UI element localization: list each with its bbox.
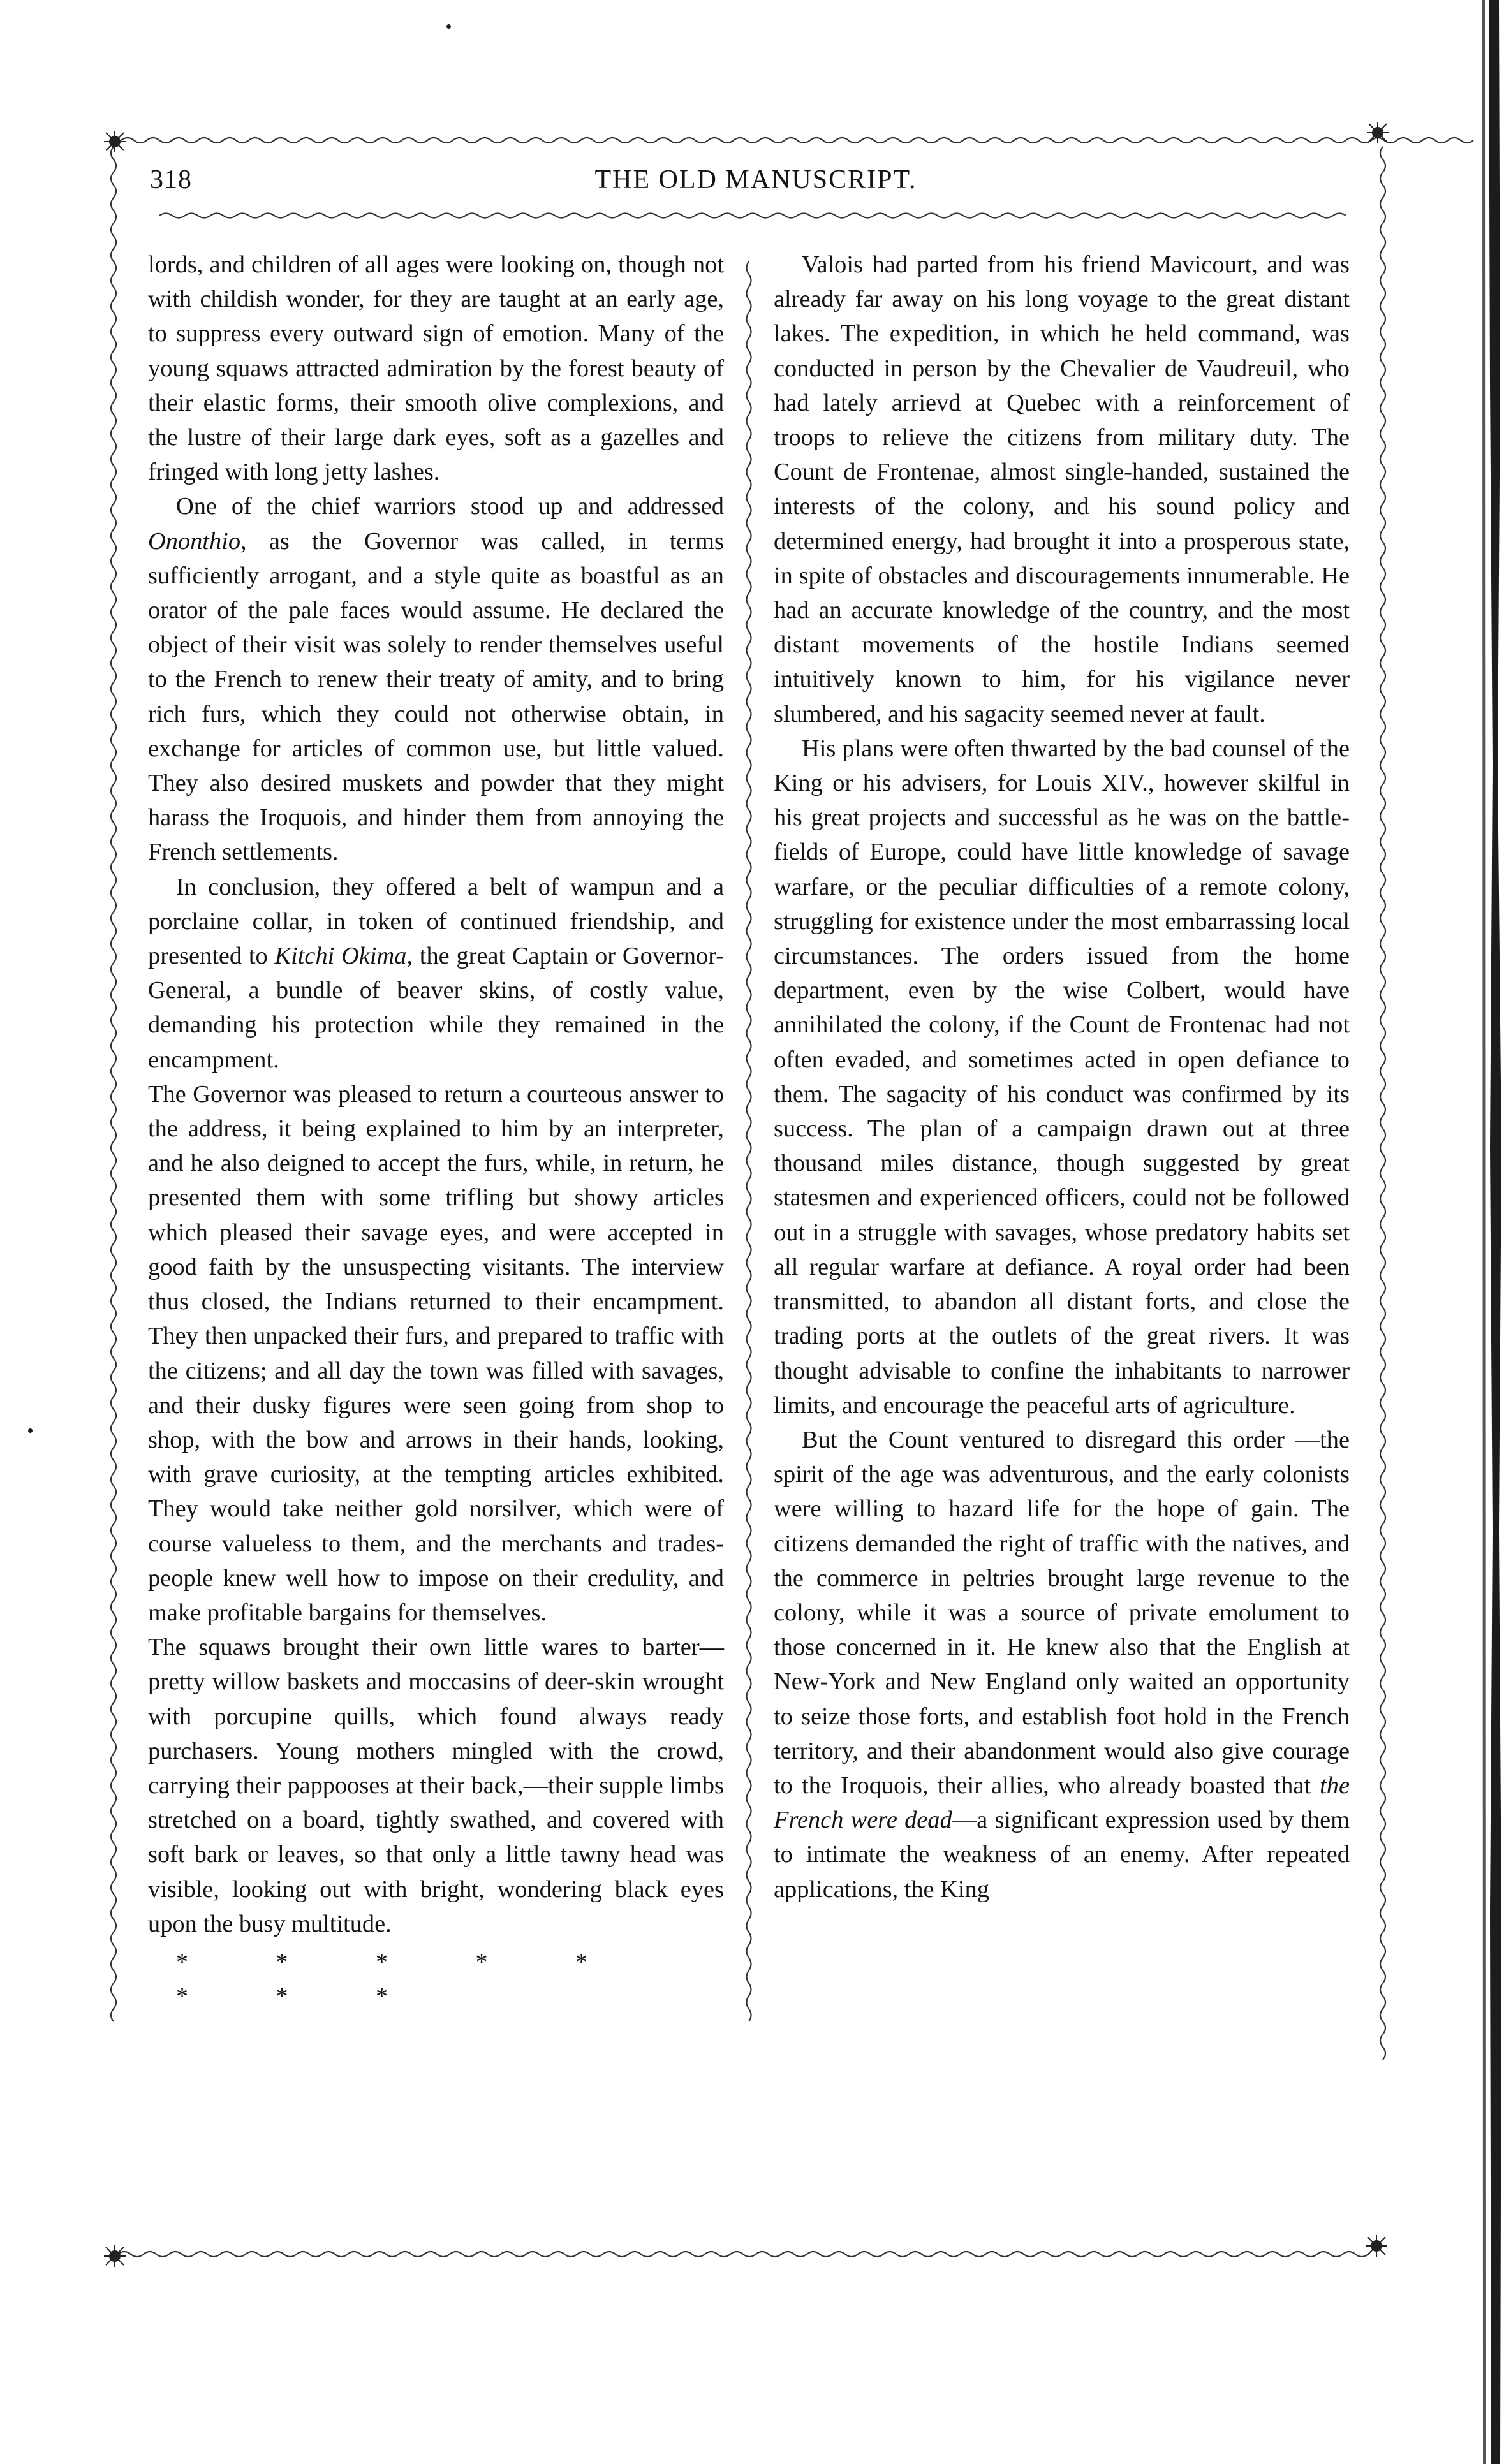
- page-number: 318: [150, 165, 192, 194]
- paragraph: One of the chief warriors stood up and addressed Ononthio, as the Governor was called, in terms sufficiently arrogant, and a style quite as boastful as an orator of the pale faces would assume. He declared the object of their visit was solely to render themselves useful to the French to renew their treaty of amity, and to bring rich furs, which they could not otherwise obtain, in exchange for articles of common use, but little valued. They also desired muskets and powder that they might harass the Iroquois, and hinder them from annoying the French settlements.: [148, 493, 724, 866]
- corner-ornament-top-right: [1367, 122, 1389, 143]
- paragraph: In conclusion, they offered a belt of wampun and a porclaine collar, in token of continued friendship, and presented to Kitchi Okima, the great Captain or Governor-General, a bundle of beaver skins, of costly value, demanding his protection while they remained in the encampment.: [148, 873, 724, 1073]
- paragraph: His plans were often thwarted by the bad counsel of the King or his advisers, for Louis XIV., however skilful in his great projects and successful as he was on the battle-fields of Europe, could have little knowledge of savage warfare, or the peculiar difficulties of a remote colony, struggling for existence under the most embarrassing local circumstances. The orders issued from the home department, even by the wise Colbert, would have annihilated the colony, if the Count de Frontenac had not often evaded, and sometimes acted in open defiance to them. The sagacity of his conduct was confirmed by its success. The plan of a campaign drawn out at three thousand miles distance, though suggested by great statesmen and experienced officers, could not be followed out in a struggle with savages, whose predatory habits set all regular warfare at defiance. A royal order had been transmitted, to abandon all distant forts, and close the trading ports at the outlets of the great rivers. It was thought advisable to confine the inhabitants to narrower limits, and encourage the peaceful arts of agriculture.: [774, 735, 1350, 1419]
- running-header: [150, 165, 1362, 209]
- ink-speck: [28, 1428, 33, 1433]
- paragraph: The squaws brought their own little wares to barter—pretty willow baskets and moccasins of deer-skin wrought with porcupine quills, which found always ready purchasers. Young mothers mingled with the crowd, carrying their pappooses at their back,—their supple limbs stretched on a board, tightly swathed, and covered with soft bark or leaves, so that only a little tawny head was visible, looking out with bright, wondering black eyes upon the busy multitude.: [148, 1634, 724, 1937]
- paragraph: But the Count ventured to disregard this order —the spirit of the age was adventurous, and the early colonists were willing to hazard life for the hope of gain. The citizens demanded the right of traffic with the natives, and the commerce in peltries brought large revenue to the colony, while it was a source of private emolument to those concerned in it. He knew also that the English at New-York and New England only waited an opportunity to seize those forts, and establish foot hold in the French territory, and their abandonment would also give courage to the Iroquois, their allies, who already boasted that the French were dead—a significant expression used by them to intimate the weakness of an enemy. After repeated applications, the King: [774, 1426, 1350, 1903]
- italic-name: Ononthio: [148, 527, 241, 555]
- paragraph: Valois had parted from his friend Mavicourt, and was already far away on his long voyage to the great distant lakes. The expedition, in which he held command, was conducted in person by the Chevalier de Vaudreuil, who had lately arrievd at Quebec with a reinforcement of troops to relieve the citizens from military duty. The Count de Frontenae, almost single-handed, sustained the interests of the colony, and his sound policy and determined energy, had brought it into a prosperous state, in spite of obstacles and discouragements innumerable. He had an accurate knowledge of the country, and the most distant movements of the hostile Indians seemed intuitively known to him, for his vigilance never slumbered, and his sagacity seemed never at fault.: [774, 251, 1350, 728]
- ink-speck: [446, 24, 451, 29]
- section-break: * * * * * * * *: [176, 1948, 628, 2010]
- right-column: [774, 247, 1350, 1907]
- italic-name: Kitchi Okima: [274, 942, 407, 970]
- binding-edge: [1482, 0, 1504, 2464]
- paragraph: lords, and children of all ages were looking on, though not with childish wonder, for they are taught at an early age, to suppress every outward sign of emotion. Many of the young squaws attracted admiration by the forest beauty of their elastic forms, their smooth olive complexions, and the lustre of their large dark eyes, soft as a gazelles and fringed with long jetty lashes.: [148, 251, 724, 486]
- corner-ornament-top-left: [104, 131, 126, 152]
- corner-ornament-bottom-left: [104, 2245, 126, 2267]
- left-column: [148, 247, 724, 2014]
- running-title: THE OLD MANUSCRIPT.: [594, 165, 917, 194]
- paragraph: The Governor was pleased to return a courteous answer to the address, it being explained to him by an interpreter, and he also deigned to accept the furs, while, in return, he presented them with some trifling but showy articles which pleased their savage eyes, and were accepted in good faith by the unsuspecting visitants. The interview thus closed, the Indians returned to their encampment. They then unpacked their furs, and prepared to traffic with the citizens; and all day the town was filled with savages, and their dusky figures were seen going from shop to shop, with the bow and arrows in their hands, looking, with grave curiosity, at the tempting articles exhibited. They would take neither gold norsilver, which were of course valueless to them, and the merchants and trades-people knew well how to impose on their credulity, and make profitable bargains for themselves.: [148, 1080, 724, 1626]
- corner-ornament-bottom-right: [1366, 2235, 1387, 2257]
- italic-phrase: the French were dead: [774, 1771, 1350, 1834]
